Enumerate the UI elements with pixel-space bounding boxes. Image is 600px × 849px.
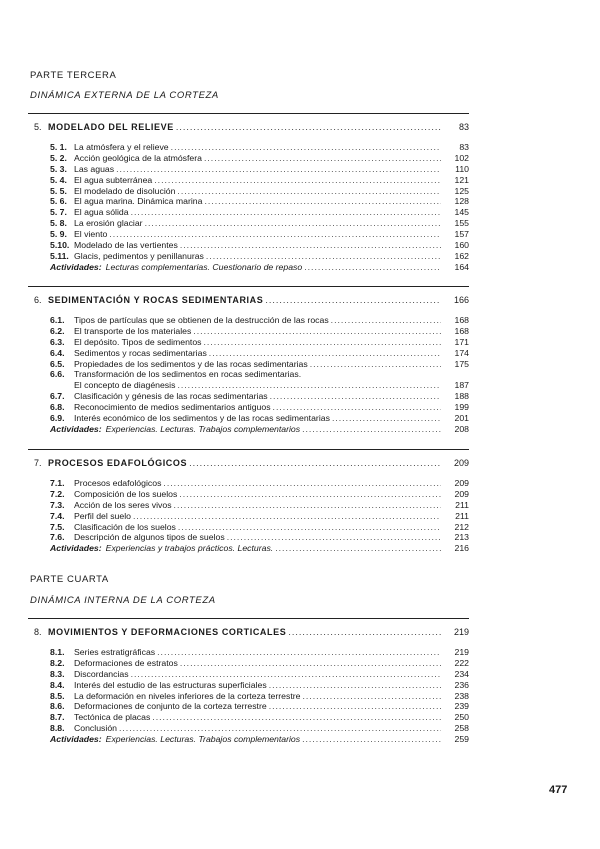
section-number: 7.4.: [50, 510, 65, 521]
chapter-heading: [28, 626, 469, 639]
chapter-number: 6.: [34, 295, 42, 305]
section-number: 8.8.: [50, 723, 65, 734]
section-title: Clasificación y génesis de las rocas sedimentarias: [74, 391, 268, 402]
leader-dots: [204, 196, 441, 207]
section-title: El transporte de los materiales: [74, 325, 192, 336]
section-title: El modelado de disolución: [74, 185, 176, 196]
section-number: 5. 3.: [50, 163, 67, 174]
toc-entry: [28, 391, 469, 402]
toc-entry: [28, 489, 469, 500]
leader-dots: [119, 723, 441, 734]
page-ref: 236: [454, 679, 469, 690]
section-title: El concepto de diagénesis: [74, 380, 176, 391]
page-ref: 239: [454, 701, 469, 712]
section-title: Interés económico de los sedimentos y de las rocas sedimentarias: [74, 413, 330, 424]
activities-text: Experiencias. Lecturas. Trabajos complementarios: [105, 734, 301, 745]
section-number: 5.10.: [50, 240, 70, 251]
page-ref: 208: [454, 423, 469, 434]
leader-dots: [288, 626, 441, 639]
leader-dots: [157, 647, 441, 658]
page-ref: 171: [454, 336, 469, 347]
leader-dots: [176, 121, 441, 134]
section-number: 8.4.: [50, 679, 65, 690]
toc-entry: [28, 337, 469, 348]
toc-entry: [28, 218, 469, 229]
leader-dots: [275, 543, 441, 554]
leader-dots: [171, 142, 441, 153]
toc-entry: [28, 701, 469, 712]
toc-entry: [28, 240, 469, 251]
activities-label: Actividades:: [50, 543, 102, 554]
leader-dots: [131, 207, 441, 218]
chapter-number: 7.: [34, 458, 42, 468]
leader-dots: [133, 511, 441, 522]
section-number: 8.1.: [50, 647, 65, 657]
section-title: Procesos edafológicos: [74, 478, 162, 488]
leader-dots: [193, 326, 441, 337]
page-ref: 211: [455, 510, 469, 521]
section-number: 6.6.: [50, 369, 65, 380]
section-number: 5.11.: [50, 250, 69, 261]
activities-label: Actividades:: [50, 423, 102, 434]
activities-label: Actividades:: [50, 261, 102, 272]
section-number: 6.3.: [50, 336, 65, 347]
toc-entry: [28, 522, 469, 533]
toc-entry: [28, 532, 469, 543]
chapter-title: PROCESOS EDAFOLÓGICOS: [48, 458, 188, 468]
toc-entry: [28, 315, 469, 326]
toc-entry: [28, 478, 469, 489]
leader-dots: [209, 348, 441, 359]
toc-entry: [28, 723, 469, 734]
leader-dots: [273, 402, 441, 413]
toc-entry: [28, 402, 469, 413]
page-ref: 209: [454, 478, 469, 488]
chapter-7: [28, 449, 469, 554]
section-number: 6.2.: [50, 325, 65, 336]
section-title: El depósito. Tipos de sedimentos: [74, 336, 202, 347]
page-ref: 162: [454, 250, 469, 261]
page-ref: 128: [454, 196, 469, 207]
leader-dots: [145, 218, 441, 229]
leader-dots: [154, 175, 441, 186]
toc-entry: [28, 669, 469, 680]
chapter-6: [28, 286, 469, 435]
section-number: 8.5.: [50, 690, 65, 701]
page-ref: 125: [454, 185, 469, 196]
activities-entry: [28, 543, 469, 554]
leader-dots: [269, 680, 441, 691]
chapter-title: SEDIMENTACIÓN Y ROCAS SEDIMENTARIAS: [48, 295, 264, 305]
page-ref: 160: [454, 240, 469, 251]
section-title: Tectónica de placas: [74, 712, 151, 723]
toc-entry: [28, 175, 469, 186]
section-title: Propiedades de los sedimentos y de las rocas sedimentarias: [74, 358, 308, 369]
part-title: DINÁMICA INTERNA DE LA CORTEZA: [30, 595, 216, 606]
leader-dots: [302, 734, 441, 745]
page-ref: 211: [455, 499, 469, 510]
section-number: 5. 6.: [50, 196, 67, 207]
page-ref: 174: [454, 347, 469, 358]
leader-dots: [302, 691, 441, 702]
section-title: Series estratigráficas: [74, 647, 156, 657]
section-title: El viento: [74, 229, 108, 240]
section-number: 6.8.: [50, 402, 65, 413]
page-ref: 155: [454, 218, 469, 229]
chapter-number: 8.: [34, 627, 42, 637]
section-number: 7.2.: [50, 488, 65, 499]
part-label: PARTE CUARTA: [30, 574, 109, 585]
part-label: PARTE TERCERA: [30, 70, 117, 81]
activities-text: Experiencias. Lecturas. Trabajos complementarios: [105, 423, 301, 434]
section-number: 6.9.: [50, 413, 65, 424]
section-title: Reconocimiento de medios sedimentarios antiguos: [74, 402, 271, 413]
section-title: La atmósfera y el relieve: [74, 142, 169, 152]
section-title: Conclusión: [74, 723, 117, 734]
page-ref: 83: [459, 142, 469, 152]
section-number: 7.5.: [50, 521, 65, 532]
section-number: 5. 4.: [50, 174, 67, 185]
toc-entry: [28, 691, 469, 702]
leader-dots: [177, 380, 441, 391]
leader-dots: [163, 478, 441, 489]
page-ref: 121: [454, 174, 469, 185]
section-number: 6.5.: [50, 358, 65, 369]
page-ref: 209: [454, 488, 469, 499]
page-number: 477: [549, 784, 568, 796]
section-title: Discordancias: [74, 668, 129, 679]
section-title: Deformaciones de conjunto de la corteza terrestre: [74, 701, 267, 712]
leader-dots: [174, 500, 441, 511]
section-title: Perfil del suelo: [74, 510, 131, 521]
section-title: Deformaciones de estratos: [74, 657, 178, 668]
section-title: La deformación en niveles inferiores de la corteza terrestre: [74, 690, 301, 701]
page-ref: 212: [454, 521, 469, 532]
page-ref: 83: [458, 122, 469, 132]
page-ref: 238: [454, 690, 469, 701]
activities-entry: [28, 262, 469, 273]
toc-entry: [28, 413, 469, 424]
page-ref: 250: [454, 712, 469, 723]
section-number: 5. 5.: [50, 185, 67, 196]
page-ref: 168: [454, 325, 469, 336]
page-ref: 209: [453, 458, 469, 468]
toc-entry: [28, 369, 469, 380]
page-ref: 157: [454, 229, 469, 240]
page-ref: 219: [454, 647, 469, 657]
toc-entry: [28, 712, 469, 723]
toc-entry: [28, 153, 469, 164]
toc-entry: [28, 348, 469, 359]
leader-dots: [109, 229, 441, 240]
section-number: 5. 7.: [50, 207, 67, 218]
part-title: DINÁMICA EXTERNA DE LA CORTEZA: [30, 90, 219, 101]
toc-entry: [28, 207, 469, 218]
section-number: 8.3.: [50, 668, 65, 679]
page-ref: 234: [454, 668, 469, 679]
leader-dots: [206, 251, 441, 262]
section-title: El agua subterránea: [74, 174, 153, 185]
page-ref: 110: [455, 163, 469, 174]
page-ref: 201: [454, 413, 469, 424]
leader-dots: [152, 712, 441, 723]
section-title: Acción de los seres vivos: [74, 499, 172, 510]
leader-dots: [270, 391, 441, 402]
page-ref: 168: [454, 315, 469, 325]
leader-dots: [204, 153, 441, 164]
page-ref: 102: [454, 152, 469, 163]
toc-entry: [28, 680, 469, 691]
page-ref: 219: [453, 627, 469, 637]
page-ref: 166: [453, 295, 469, 305]
section-number: 5. 1.: [50, 142, 67, 152]
chapter-title: MODELADO DEL RELIEVE: [48, 122, 174, 132]
page-ref: 199: [454, 402, 469, 413]
section-title: El agua sólida: [74, 207, 129, 218]
chapter-heading: [28, 457, 469, 470]
toc-entry: [28, 164, 469, 175]
section-title: Transformación de los sedimentos en rocas sedimentarias.: [74, 369, 302, 380]
section-number: 7.3.: [50, 499, 65, 510]
activities-text: Lecturas complementarias. Cuestionario de repaso: [105, 261, 303, 272]
activities-label: Actividades:: [50, 734, 102, 745]
section-title: Modelado de las vertientes: [74, 240, 178, 251]
toc-entry: [28, 658, 469, 669]
section-title: Descripción de algunos tipos de suelos: [74, 532, 225, 543]
activities-text: Experiencias y trabajos prácticos. Lecturas.: [105, 543, 274, 554]
page-ref: 145: [454, 207, 469, 218]
leader-dots: [331, 315, 441, 326]
page-ref: 258: [454, 723, 469, 734]
section-number: 8.2.: [50, 657, 65, 668]
leader-dots: [177, 186, 441, 197]
chapter-8: [28, 618, 469, 745]
section-title: El agua marina. Dinámica marina: [74, 196, 203, 207]
section-title: Tipos de partículas que se obtienen de la destrucción de las rocas: [74, 315, 329, 325]
section-title: Glacis, pedimentos y penillanuras: [74, 250, 204, 261]
chapter-heading: [28, 294, 469, 307]
section-number: 6.4.: [50, 347, 65, 358]
page-ref: 259: [454, 734, 469, 745]
page-ref: 213: [454, 532, 469, 543]
leader-dots: [180, 658, 441, 669]
page-ref: 175: [454, 358, 469, 369]
toc-entry: [28, 251, 469, 262]
toc-entry: [28, 186, 469, 197]
section-number: 6.1.: [50, 315, 65, 325]
section-number: 7.6.: [50, 532, 65, 543]
toc-entry: [28, 359, 469, 370]
toc-entry-continuation: [28, 380, 469, 391]
chapter-title: MOVIMIENTOS Y DEFORMACIONES CORTICALES: [48, 627, 287, 637]
page-ref: 164: [454, 261, 469, 272]
toc-entry: [28, 326, 469, 337]
section-title: Composición de los suelos: [74, 488, 178, 499]
leader-dots: [204, 337, 442, 348]
toc-entry: [28, 196, 469, 207]
leader-dots: [269, 701, 441, 712]
toc-entry: [28, 647, 469, 658]
section-title: Clasificación de los suelos: [74, 521, 176, 532]
section-title: La erosión glaciar: [74, 218, 143, 229]
leader-dots: [332, 413, 441, 424]
leader-dots: [189, 457, 441, 470]
section-title: Interés del estudio de las estructuras superficiales: [74, 679, 267, 690]
activities-entry: [28, 734, 469, 745]
chapter-heading: [28, 121, 469, 134]
leader-dots: [180, 240, 441, 251]
page-ref: 188: [454, 391, 469, 402]
section-number: 6.7.: [50, 391, 65, 402]
chapter-number: 5.: [34, 122, 42, 132]
page-ref: 222: [454, 657, 469, 668]
section-title: Las aguas: [74, 163, 115, 174]
section-number: 5. 9.: [50, 229, 67, 240]
leader-dots: [227, 532, 441, 543]
leader-dots: [179, 489, 441, 500]
toc-entry: [28, 142, 469, 153]
leader-dots: [265, 294, 441, 307]
chapter-5: [28, 113, 469, 273]
leader-dots: [310, 359, 441, 370]
section-title: Sedimentos y rocas sedimentarias: [74, 347, 207, 358]
section-number: 8.6.: [50, 701, 65, 712]
section-number: 7.1.: [50, 478, 65, 488]
toc-entry: [28, 229, 469, 240]
section-title: Acción geológica de la atmósfera: [74, 152, 202, 163]
section-number: 5. 8.: [50, 218, 67, 229]
section-number: 5. 2.: [50, 152, 67, 163]
leader-dots: [178, 522, 441, 533]
section-number: 8.7.: [50, 712, 65, 723]
toc-entry: [28, 500, 469, 511]
leader-dots: [302, 424, 441, 435]
page-ref: 187: [454, 380, 469, 391]
leader-dots: [304, 262, 441, 273]
page-ref: 216: [454, 543, 469, 554]
toc-entry: [28, 511, 469, 522]
leader-dots: [131, 669, 441, 680]
leader-dots: [116, 164, 441, 175]
activities-entry: [28, 424, 469, 435]
